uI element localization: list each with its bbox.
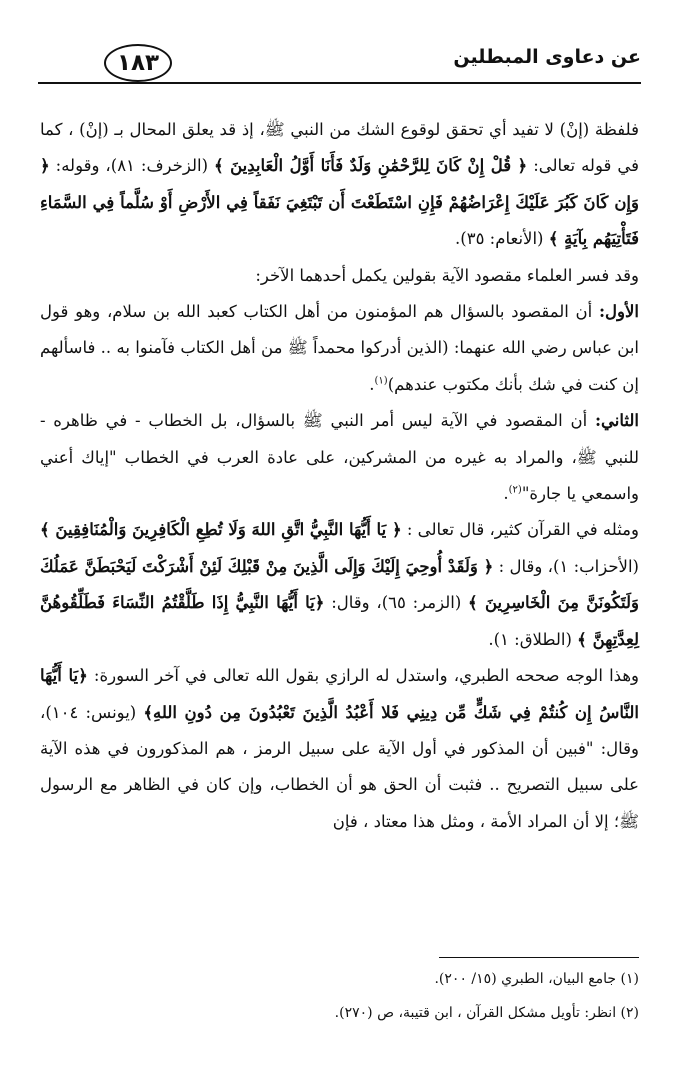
body-text-run: أن المقصود في الآية ليس أمر النبي ﷺ بالسؤال، بل الخطاب - في ظاهره - للنبي ﷺ، والمراد به غيره من المشركين، على عادة العرب في الخطاب "إياك أعني واسمعي يا جارة": [40, 411, 639, 504]
paragraph: [40, 258, 639, 294]
body-text-run: (الزمر: ٦٥)، وقال:: [324, 593, 469, 613]
paragraph: [40, 658, 639, 840]
header-rule: [38, 82, 641, 84]
quran-verse: ﴿ قُلْ إِنْ كَانَ لِلرَّحْمَٰنِ وَلَدٌ فَأَنَا أَوَّلُ الْعَابِدِينَ ﴾: [213, 156, 528, 176]
body-text-run: (يونس: ١٠٤)، وقال: "فبين أن المذكور في أول الآية على سبيل الرمز ، هم المذكورون في هذه الآية على سبيل التصريح .. فثبت أن الحق هو أن الخطاب، وإن كان في الظاهر مع الرسول ﷺ؛ إلا أن المراد الأمة ، ومثل هذا معتاد ، فإن: [40, 702, 639, 831]
footnote-marker: (١): [374, 375, 388, 387]
main-text: [40, 112, 639, 840]
body-text-run: أن المقصود بالسؤال هم المؤمنون من أهل الكتاب كعبد الله بن سلام، وهو قول ابن عباس رضي الله عنهما: (الذين أدركوا محمداً ﷺ من أهل الكتاب فآمنوا به .. فاسألهم إن كنت في شك بأنك مكتوب عندهم): [40, 302, 639, 394]
section-label: الأول:: [598, 302, 639, 322]
footnote-2: (٢) انظر: تأويل مشكل القرآن ، ابن قتيبة، ص (٢٧٠).: [334, 1005, 639, 1021]
body-text-run: وهذا الوجه صححه الطبري، واستدل له الرازي بقول الله تعالى في آخر السورة:: [87, 666, 639, 686]
body-text-run: .: [503, 484, 509, 504]
footnote-separator: [439, 957, 639, 958]
quran-verse: ﴿ يَا أَيُّهَا النَّبِيُّ اتَّقِ اللهَ وَلَا تُطِعِ الْكَافِرِينَ وَالْمُنَافِقِينَ ﴾: [40, 520, 402, 540]
page-header: [38, 44, 641, 84]
body-text-run: .: [369, 374, 375, 394]
running-title: عن دعاوى المبطلين: [453, 46, 641, 68]
quran-verse: ﴿ وَإِن كَانَ كَبُرَ عَلَيْكَ إِعْرَاضُهُمْ فَإِنِ اسْتَطَعْتَ أَن تَبْتَغِيَ نَفَقاً فِي الأَرْضِ أَوْ سُلَّماً فِي السَّمَاءِ فَتَأْتِيَهُم بِآيَةٍ ﴾: [40, 156, 639, 249]
quran-verse: ﴿يَا أَيُّهَا النَّاسُ إِن كُنتُمْ فِي شَكٍّ مِّن دِينِي فَلا أَعْبُدُ الَّذِينَ تَعْبُدُونَ مِن دُونِ اللهِ﴾: [40, 666, 639, 722]
body-text-run: ومثله في القرآن كثير، قال تعالى :: [401, 520, 639, 540]
footnote-1: (١) جامع البيان، الطبري (١٥/ ٢٠٠).: [434, 971, 639, 987]
footnote-marker: (٢): [508, 484, 522, 496]
body-text-run: (الزخرف: ٨١)، وقوله:: [49, 156, 214, 176]
body-text-run: فلفظة (إنْ) لا تفيد أي تحقق لوقوع الشك من النبي ﷺ، إذ قد يعلق المحال بـ (إنْ) ، كما في قوله تعالى:: [40, 120, 639, 176]
body-text-run: (الأحزاب: ١)، وقال :: [493, 556, 639, 576]
body-text-run: وقد فسر العلماء مقصود الآية بقولين يكمل أحدهما الآخر:: [255, 265, 639, 285]
paragraph: [40, 512, 639, 658]
footnotes: [40, 962, 639, 1030]
page-number: ١٨٣: [104, 44, 172, 82]
quran-verse: ﴿يَا أَيُّهَا النَّبِيُّ إِذَا طَلَّقْتُمُ النِّسَاءَ فَطَلِّقُوهُنَّ لِعِدَّتِهِنَّ ﴾: [40, 593, 639, 649]
paragraph: [40, 294, 639, 403]
body-text-run: (الطلاق: ١).: [488, 629, 578, 649]
quran-verse: ﴿ وَلَقَدْ أُوحِيَ إِلَيْكَ وَإِلَى الَّذِينَ مِنْ قَبْلِكَ لَئِنْ أَشْرَكْتَ لَيَحْبَطَنَّ عَمَلُكَ وَلَتَكُونَنَّ مِنَ الْخَاسِرِينَ ﴾: [40, 556, 639, 613]
paragraph: [40, 403, 639, 512]
section-label: الثاني:: [594, 411, 639, 431]
body-text-run: (الأنعام: ٣٥).: [455, 229, 549, 249]
paragraph: [40, 112, 639, 258]
